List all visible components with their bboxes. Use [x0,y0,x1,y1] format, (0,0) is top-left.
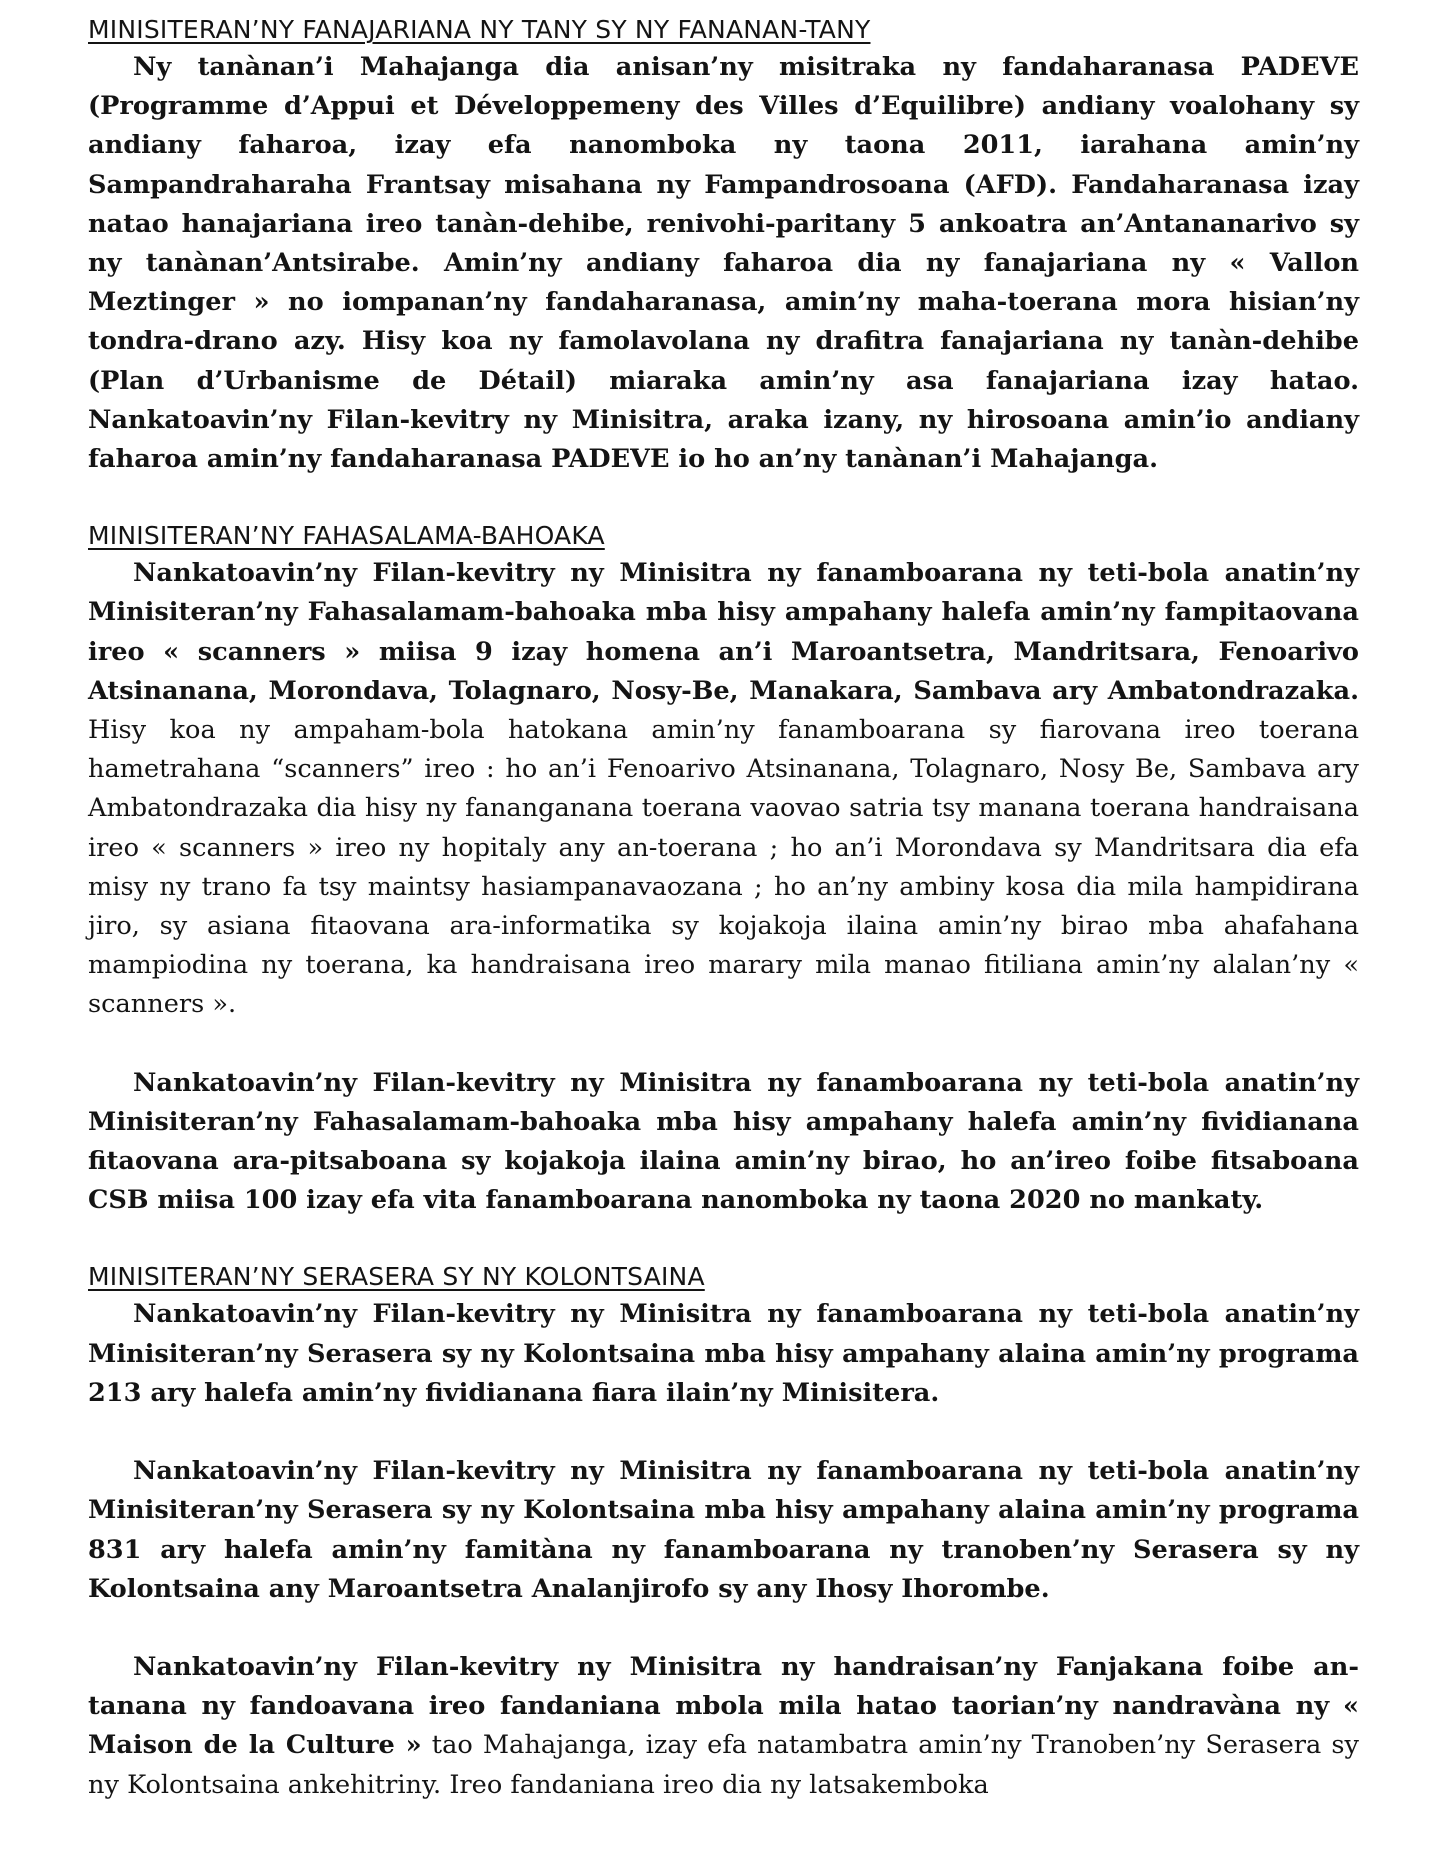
document-page [88,12,1359,1805]
spacer [88,479,1359,518]
paragraph-scanners-bold: Nankatoavin’ny Filan-kevitry ny Minisitra ny fanamboarana ny teti-bola anatin’ny Minisiteran’ny Fahasalamam-bahoaka mba hisy ampahany halefa amin’ny fampitaovana ireo « scanners » miisa 9 izay homena an’i Maroantsetra, Mandritsara, Fenoarivo Atsinanana, Morondava, Tolagnaro, Nosy-Be, Manakara, Sambava ary Ambatondrazaka. [88,558,1359,706]
paragraph-maison-culture [88,1648,1359,1805]
spacer [88,1025,1359,1064]
spacer [88,1413,1359,1452]
paragraph-program-213: Nankatoavin’ny Filan-kevitry ny Minisitra ny fanamboarana ny teti-bola anatin’ny Minisiteran’ny Serasera sy ny Kolontsaina mba hisy ampahany alaina amin’ny programa 213 ary halefa amin’ny fividianana fiara ilain’ny Minisitera. [88,1299,1359,1408]
paragraph-program-831: Nankatoavin’ny Filan-kevitry ny Minisitra ny fanamboarana ny teti-bola anatin’ny Minisiteran’ny Serasera sy ny Kolontsaina mba hisy ampahany alaina amin’ny programa 831 ary halefa amin’ny famitàna ny fanamboarana ny tranoben’ny Serasera sy ny Kolontsaina any Maroantsetra Analanjirofo sy any Ihosy Ihorombe. [88,1456,1359,1604]
paragraph-csb-equipment: Nankatoavin’ny Filan-kevitry ny Minisitra ny fanamboarana ny teti-bola anatin’ny Minisiteran’ny Fahasalamam-bahoaka mba hisy ampahany halefa amin’ny fividianana fitaovana ara-pitsaboana sy kojakoja ilaina amin’ny birao, ho an’ireo foibe fitsaboana CSB miisa 100 izay efa vita fanamboarana nanomboka ny taona 2020 no mankaty. [88,1067,1359,1216]
paragraph-maison-culture-bold-a: Nankatoavin’ny Filan-kevitry ny Minisitra ny handraisan’ny Fanjakana foibe an-tanana ny fandoavana ireo fandaniana mbola mila hatao taorian’ny nandravàna ny [88,1651,1359,1722]
section-heading-land-management: MINISITERAN’NY FANAJARIANA NY TANY SY NY FANANAN-TANY [88,15,871,44]
spacer [88,1609,1359,1648]
paragraph-scanners [88,554,1359,1024]
paragraph-maison-culture-normal: tao Mahajanga, izay efa natambatra amin’ny Tranoben’ny Serasera sy ny Kolontsaina ankehitriny. Ireo fandaniana ireo dia ny latsakemboka [88,1730,1359,1800]
section-heading-public-health: MINISITERAN’NY FAHASALAMA-BAHOAKA [88,521,605,551]
spacer [88,1220,1359,1259]
maison-de-la-culture-label: « Maison de la Culture » [88,1691,1359,1761]
section-heading-communication-culture: MINISITERAN’NY SERASERA SY NY KOLONTSAINA [88,1262,705,1292]
paragraph-padeve: Ny tanànan’i Mahajanga dia anisan’ny misitraka ny fandaharanasa PADEVE (Programme d’Appui et Développemeny des Villes d’Equilibre) andiany voalohany sy andiany faharoa, izay efa nanomboka ny taona 2011, iarahana amin’ny Sampandraharaha Frantsay misahana ny Fampandrosoana (AFD). Fandaharanasa izay natao hanajariana ireo tanàn-dehibe, renivohi-paritany 5 ankoatra an’Antananarivo sy ny tanànan’Antsirabe. Amin’ny andiany faharoa dia ny fanajariana ny « Vallon Meztinger » no iompanan’ny fandaharanasa, amin’ny maha-toerana mora hisian’ny tondra-drano azy. Hisy koa ny famolavolana ny drafitra fanajariana ny tanàn-dehibe (Plan d’Urbanisme de Détail) miaraka amin’ny asa fanajariana izay hatao. Nankatoavin’ny Filan-kevitry ny Minisitra, araka izany, ny hirosoana amin’io andiany faharoa amin’ny fandaharanasa PADEVE io ho an’ny tanànan’i Mahajanga. [88,52,1359,475]
paragraph-scanners-normal: Hisy koa ny ampaham-bola hatokana amin’ny fanamboarana sy fiarovana ireo toerana hametrahana “scanners” ireo : ho an’i Fenoarivo Atsinanana, Tolagnaro, Nosy Be, Sambava ary Ambatondrazaka dia hisy ny fananganana toerana vaovao satria tsy manana toerana handraisana ireo « scanners » ireo ny hopitaly any an-toerana ; ho an’i Morondava sy Mandritsara dia efa misy ny trano fa tsy maintsy hasiampanavaozana ; ho an’ny ambiny kosa dia mila hampidirana jiro, sy asiana fitaovana ara-informatika sy kojakoja ilaina amin’ny birao mba ahafahana mampiodina ny toerana, ka handraisana ireo marary mila manao fitiliana amin’ny alalan’ny « scanners ». [88,715,1359,1020]
